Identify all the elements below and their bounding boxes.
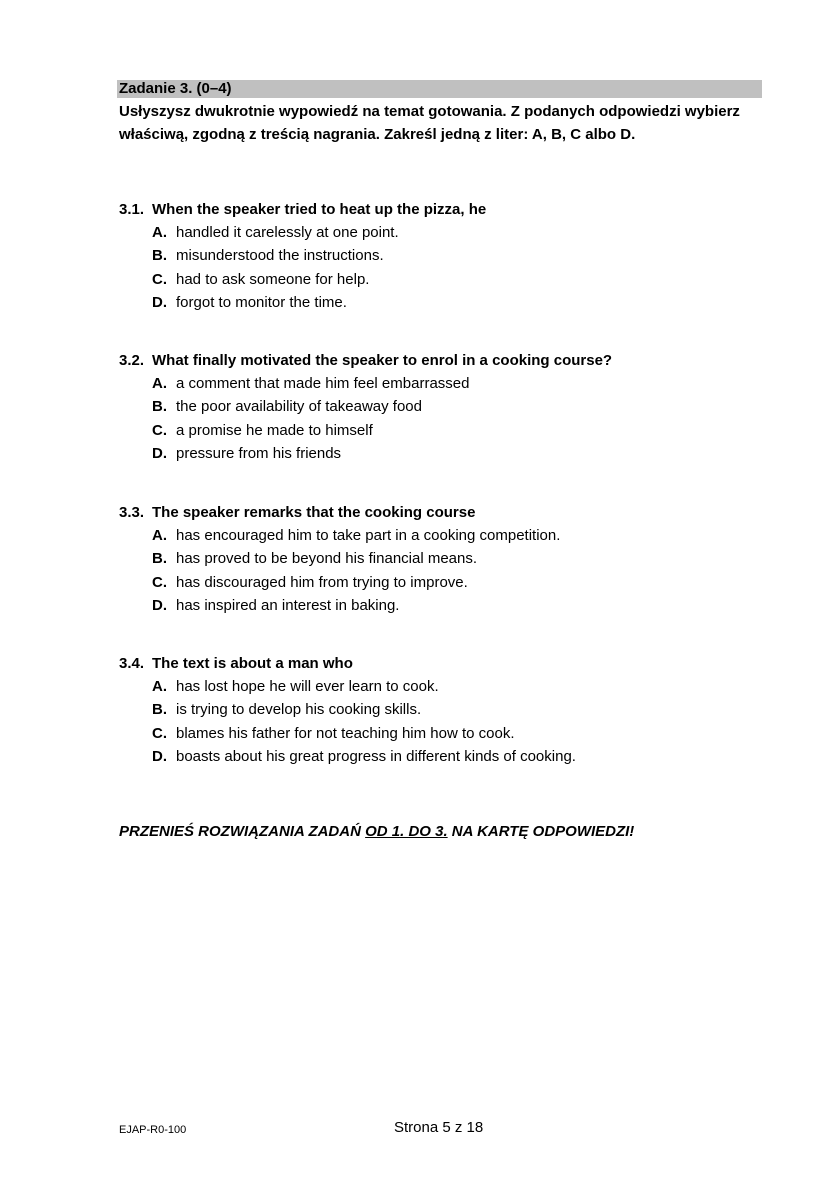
option-text: a promise he made to himself bbox=[176, 421, 373, 439]
option-letter: A. bbox=[152, 224, 167, 241]
option-letter: B. bbox=[152, 701, 167, 719]
option-b[interactable] bbox=[119, 244, 799, 267]
option-b[interactable] bbox=[119, 395, 799, 418]
option-text: a comment that made him feel embarrassed bbox=[176, 375, 470, 392]
option-text: has encouraged him to take part in a cooking competition. bbox=[176, 527, 561, 544]
task-instruction: Usłyszysz dwukrotnie wypowiedź na temat gotowania. Z podanych odpowiedzi wybierz właściwą, zgodną z treścią nagrania. Zakreśl jedną z liter: A, B, C albo D. bbox=[119, 103, 740, 143]
exam-code: EJAP-R0-100 bbox=[119, 1124, 187, 1136]
question-text: When the speaker tried to heat up the pizza, he bbox=[152, 201, 487, 218]
option-d[interactable] bbox=[119, 291, 799, 314]
transfer-instruction bbox=[119, 822, 769, 842]
transfer-task-range: OD 1. DO 3. bbox=[365, 823, 448, 840]
option-text: misunderstood the instructions. bbox=[176, 247, 384, 265]
option-letter: B. bbox=[152, 247, 167, 265]
question-number: 3.3. bbox=[119, 504, 145, 521]
option-letter: D. bbox=[152, 747, 167, 765]
question-number: 3.1. bbox=[119, 201, 145, 218]
option-text: blames his father for not teaching him how to cook. bbox=[176, 724, 515, 742]
option-letter: C. bbox=[152, 573, 167, 591]
option-d[interactable] bbox=[119, 745, 799, 768]
option-text: forgot to monitor the time. bbox=[176, 293, 347, 311]
option-letter: D. bbox=[152, 596, 167, 614]
question-text: What finally motivated the speaker to enrol in a cooking course? bbox=[152, 352, 613, 369]
question-3-4 bbox=[119, 652, 799, 768]
option-a[interactable] bbox=[119, 372, 799, 395]
option-text: pressure from his friends bbox=[176, 444, 342, 462]
option-d[interactable] bbox=[119, 442, 799, 465]
option-c[interactable] bbox=[119, 419, 799, 442]
option-c[interactable] bbox=[119, 722, 799, 745]
question-stem bbox=[119, 349, 799, 372]
option-text: handled it carelessly at one point. bbox=[176, 224, 399, 241]
option-letter: A. bbox=[152, 527, 167, 544]
option-d[interactable] bbox=[119, 594, 799, 617]
transfer-text-end: NA KARTĘ ODPOWIEDZI! bbox=[447, 823, 635, 840]
page-number: Strona 5 z 18 bbox=[394, 1119, 484, 1136]
question-3-3 bbox=[119, 501, 799, 617]
option-b[interactable] bbox=[119, 547, 799, 570]
option-a[interactable] bbox=[119, 221, 799, 244]
option-text: has discouraged him from trying to improve. bbox=[176, 573, 468, 591]
option-letter: C. bbox=[152, 421, 167, 439]
question-number: 3.2. bbox=[119, 352, 145, 369]
option-letter: B. bbox=[152, 550, 167, 568]
option-text: has lost hope he will ever learn to cook. bbox=[176, 678, 439, 695]
question-text: The speaker remarks that the cooking course bbox=[152, 504, 476, 521]
option-b[interactable] bbox=[119, 698, 799, 721]
question-3-2 bbox=[119, 349, 799, 465]
option-letter: A. bbox=[152, 678, 167, 695]
option-letter: C. bbox=[152, 270, 167, 288]
question-stem bbox=[119, 652, 799, 675]
option-text: has proved to be beyond his financial means. bbox=[176, 550, 478, 568]
question-stem bbox=[119, 501, 799, 524]
option-text: has inspired an interest in baking. bbox=[176, 596, 400, 614]
option-letter: A. bbox=[152, 375, 167, 392]
option-letter: D. bbox=[152, 293, 167, 311]
option-c[interactable] bbox=[119, 571, 799, 594]
option-text: is trying to develop his cooking skills. bbox=[176, 701, 422, 719]
option-letter: D. bbox=[152, 444, 167, 462]
question-3-1 bbox=[119, 198, 799, 314]
question-number: 3.4. bbox=[119, 655, 145, 672]
option-text: had to ask someone for help. bbox=[176, 270, 370, 288]
option-letter: C. bbox=[152, 724, 167, 742]
option-text: boasts about his great progress in different kinds of cooking. bbox=[176, 747, 576, 765]
option-c[interactable] bbox=[119, 268, 799, 291]
option-a[interactable] bbox=[119, 675, 799, 698]
task-header: Zadanie 3. (0–4) bbox=[117, 80, 762, 98]
transfer-text-start: PRZENIEŚ ROZWIĄZANIA ZADAŃ bbox=[119, 823, 366, 840]
option-letter: B. bbox=[152, 398, 167, 416]
question-text: The text is about a man who bbox=[152, 655, 353, 672]
option-text: the poor availability of takeaway food bbox=[176, 398, 422, 416]
question-stem bbox=[119, 198, 799, 221]
option-a[interactable] bbox=[119, 524, 799, 547]
